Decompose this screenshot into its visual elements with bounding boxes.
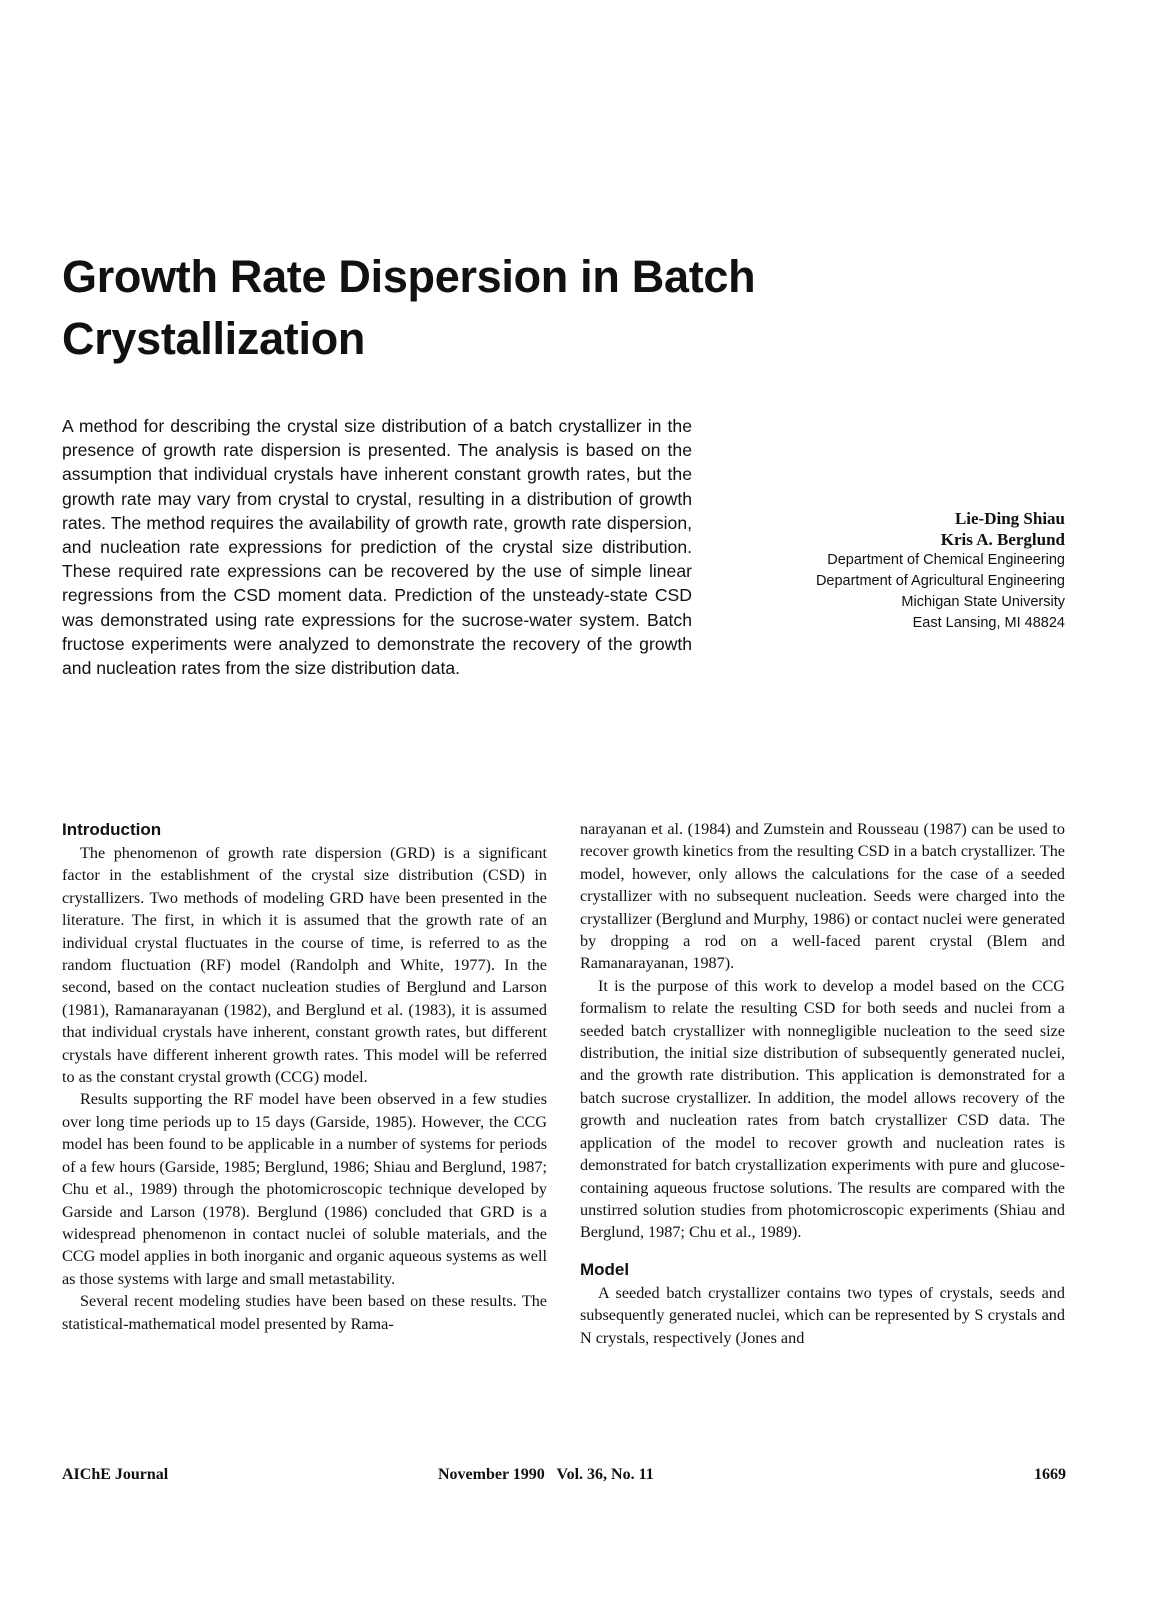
body-paragraph: narayanan et al. (1984) and Zumstein and Rousseau (1987) can be used to recover growth kinetics from the resulting CSD in a batch crystallizer. The model, however, only allows the calculations for the case of a seeded crystallizer with no subsequent nucleation. Seeds were charged into the crystallizer (Berglund and Murphy, 1986) or contact nuclei were generated by dropping a rod on a well-faced parent crystal (Blem and Ramanarayanan, 1987). bbox=[580, 820, 1065, 973]
right-column bbox=[580, 818, 1065, 1349]
affiliation: East Lansing, MI 48824 bbox=[912, 615, 1065, 631]
body-paragraph: It is the purpose of this work to develop a model based on the CCG formalism to relate the resulting CSD for both seeds and nuclei from a seeded batch crystallizer with nonnegligible nucleation to the seed size distribution, the initial size distribution of subsequently generated nuclei, and the growth rate distribution. This application is demonstrated for a batch sucrose crystallizer. In addition, the model allows recovery of the growth and nucleation rates from batch crystallizer CSD data. The application of the model to recover growth and nucleation rates is demonstrated for batch crystallization experiments with pure and glucose-containing aqueous fructose solutions. The results are compared with the unstirred solution studies from photomicroscopic experiments (Shiau and Berglund, 1987; Chu et al., 1989). bbox=[580, 976, 1065, 1242]
introduction-heading: Introduction bbox=[62, 820, 162, 839]
body-paragraph: A seeded batch crystallizer contains two types of crystals, seeds and subsequently generated nuclei, which can be represented by S crystals and N crystals, respectively (Jones and bbox=[580, 1283, 1065, 1347]
author-block bbox=[705, 508, 1065, 634]
body-paragraph: Several recent modeling studies have been based on these results. The statistical-mathematical model presented by Rama- bbox=[62, 1292, 547, 1333]
page-number: 1669 bbox=[1034, 1466, 1066, 1483]
article-title bbox=[62, 246, 862, 370]
affiliation: Michigan State University bbox=[901, 594, 1065, 610]
author-name: Lie-Ding Shiau bbox=[954, 509, 1065, 528]
page-footer bbox=[62, 1466, 1066, 1488]
journal-name: AIChE Journal bbox=[62, 1466, 169, 1483]
affiliation: Department of Chemical Engineering bbox=[827, 552, 1065, 568]
author-name: Kris A. Berglund bbox=[940, 530, 1065, 549]
abstract: A method for describing the crystal size distribution of a batch crystallizer in the presence of growth rate dispersion is presented. The analysis is based on the assumption that individual crystals have inherent constant growth rates, but the growth rate may vary from crystal to crystal, resulting in a distribution of growth rates. The method requires the availability of growth rate, growth rate dispersion, and nucleation rate expressions for prediction of the crystal size distribution. These required rate expressions can be recovered by the use of simple linear regressions from the CSD moment data. Prediction of the unsteady-state CSD was demonstrated using rate expressions for the sucrose-water system. Batch fructose experiments were analyzed to demonstrate the recovery of the growth and nucleation rates from the size distribution data. bbox=[62, 416, 692, 679]
body-paragraph: Results supporting the RF model have been observed in a few studies over long time periods up to 15 days (Garside, 1985). However, the CCG model has been found to be applicable in a number of systems for periods of a few hours (Garside, 1985; Berglund, 1986; Shiau and Berglund, 1987; Chu et al., 1989) through the photomicroscopic technique developed by Garside and Larson (1978). Berglund (1986) concluded that GRD is a widespread phenomenon in contact nuclei of soluble materials, and the CCG model applies in both inorganic and organic aqueous systems as well as those systems with large and small metastability. bbox=[62, 1090, 547, 1288]
title-line-2: Crystallization bbox=[62, 313, 366, 364]
issue-info: November 1990 Vol. 36, No. 11 bbox=[438, 1466, 654, 1483]
left-column bbox=[62, 818, 547, 1335]
affiliation: Department of Agricultural Engineering bbox=[815, 573, 1065, 589]
model-heading: Model bbox=[580, 1259, 630, 1279]
body-paragraph: The phenomenon of growth rate dispersion (GRD) is a significant factor in the establishment of the crystal size distribution (CSD) in crystallizers. Two methods of modeling GRD have been presented in the literature. The first, in which it is assumed that the growth rate of an individual crystal fluctuates in the course of time, is referred to as the random fluctuation (RF) model (Randolph and White, 1977). In the second, based on the contact nucleation studies of Berglund and Larson (1981), Ramanarayanan (1982), and Berglund et al. (1983), it is assumed that individual crystals have inherent, constant growth rates, but different crystals have different inherent growth rates. This model will be referred to as the constant crystal growth (CCG) model. bbox=[62, 844, 547, 1087]
title-line-1: Growth Rate Dispersion in Batch bbox=[62, 251, 756, 302]
